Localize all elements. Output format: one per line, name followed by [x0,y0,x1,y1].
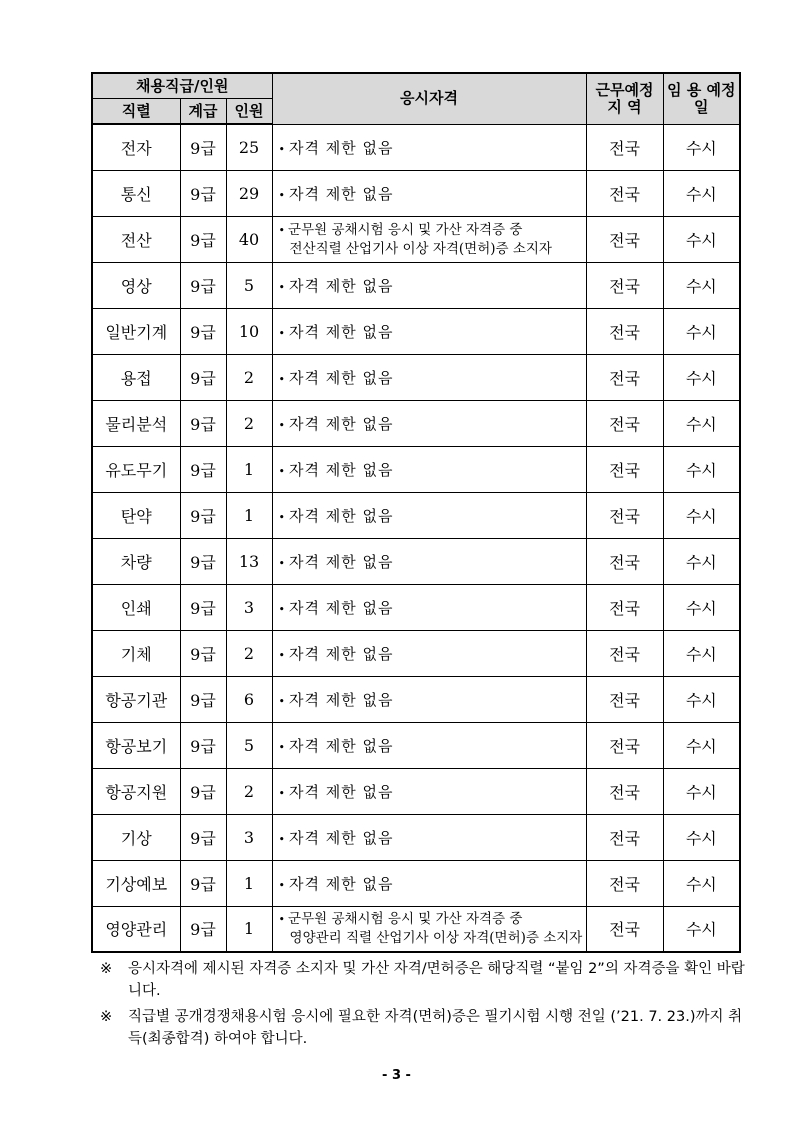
table-row [92,446,740,492]
table-row [92,906,740,952]
cell-job: 통신 [92,170,180,216]
bullet-icon: • [278,326,287,340]
header-grade: 계급 [180,99,226,125]
cell-count: 13 [226,538,272,584]
qualification-text: 자격 제한 없음 [289,828,394,847]
qualification-text: 자격 제한 없음 [289,552,394,571]
page-number: - 3 - [382,1068,411,1083]
cell-grade: 9급 [180,446,226,492]
bullet-icon: • [278,556,287,570]
cell-job: 탄약 [92,492,180,538]
cell-qualification [272,906,586,952]
cell-region: 전국 [586,584,663,630]
cell-qualification [272,768,586,814]
cell-date: 수시 [663,400,740,446]
cell-qualification [272,216,586,262]
bullet-icon: • [278,280,287,294]
cell-count: 10 [226,308,272,354]
qualification-text: 자격 제한 없음 [289,276,394,295]
table-row [92,860,740,906]
cell-date: 수시 [663,308,740,354]
qualification-text: 자격 제한 없음 [289,506,394,525]
note-1 [100,958,750,1002]
bullet-icon: • [278,913,286,927]
cell-region: 전국 [586,170,663,216]
cell-qualification [272,584,586,630]
table-row [92,538,740,584]
cell-date: 수시 [663,676,740,722]
qualification-text: 자격 제한 없음 [289,322,394,341]
cell-region: 전국 [586,722,663,768]
cell-qualification [272,262,586,308]
table-row [92,354,740,400]
cell-job: 항공보기 [92,722,180,768]
cell-grade: 9급 [180,906,226,952]
qualification-text: 자격 제한 없음 [289,138,394,157]
cell-qualification [272,814,586,860]
cell-job: 영상 [92,262,180,308]
cell-grade: 9급 [180,768,226,814]
table-row [92,124,740,170]
table-row [92,216,740,262]
cell-count: 2 [226,768,272,814]
table-row [92,676,740,722]
cell-job: 항공기관 [92,676,180,722]
cell-count: 2 [226,630,272,676]
cell-region: 전국 [586,814,663,860]
cell-grade: 9급 [180,308,226,354]
qualification-text-line2: 영양관리 직렬 산업기사 이상 자격(면허)증 소지자 [289,930,583,947]
cell-grade: 9급 [180,124,226,170]
cell-grade: 9급 [180,722,226,768]
bullet-icon: • [278,786,287,800]
cell-count: 2 [226,354,272,400]
table-row [92,722,740,768]
cell-job: 영양관리 [92,906,180,952]
qualification-text: 자격 제한 없음 [289,414,394,433]
cell-region: 전국 [586,860,663,906]
bullet-icon: • [278,142,287,156]
cell-count: 25 [226,124,272,170]
cell-qualification [272,676,586,722]
note-mark: ※ [100,1009,113,1025]
note-2 [100,1006,750,1050]
bullet-icon: • [278,510,287,524]
header-count: 인원 [226,99,272,125]
qualification-text: 자격 제한 없음 [289,736,394,755]
qualification-text: 자격 제한 없음 [289,644,394,663]
cell-date: 수시 [663,446,740,492]
qualification-text: 자격 제한 없음 [289,460,394,479]
bullet-icon: • [278,740,287,754]
bullet-icon: • [278,223,286,237]
cell-region: 전국 [586,308,663,354]
cell-grade: 9급 [180,262,226,308]
cell-grade: 9급 [180,584,226,630]
cell-job: 인쇄 [92,584,180,630]
cell-date: 수시 [663,538,740,584]
cell-date: 수시 [663,860,740,906]
cell-date: 수시 [663,768,740,814]
cell-region: 전국 [586,354,663,400]
cell-job: 용접 [92,354,180,400]
cell-count: 1 [226,446,272,492]
bullet-icon: • [278,464,287,478]
cell-qualification [272,308,586,354]
qualification-text-line2: 전산직렬 산업기사 이상 자격(면허)증 소지자 [289,240,552,257]
header-group: 채용직급/인원 [92,73,272,99]
qualification-text: 군무원 공채시험 응시 및 가산 자격증 중 [288,221,523,238]
qualification-text: 자격 제한 없음 [289,690,394,709]
cell-qualification [272,722,586,768]
cell-date: 수시 [663,216,740,262]
qualification-text: 자격 제한 없음 [289,184,394,203]
cell-date: 수시 [663,492,740,538]
table-row [92,400,740,446]
cell-count: 40 [226,216,272,262]
cell-region: 전국 [586,768,663,814]
cell-count: 2 [226,400,272,446]
cell-job: 기상예보 [92,860,180,906]
cell-grade: 9급 [180,630,226,676]
bullet-icon: • [278,648,287,662]
header-region: 근무예정 지 역 [586,73,663,124]
cell-date: 수시 [663,814,740,860]
qualification-text: 자격 제한 없음 [289,782,394,801]
cell-region: 전국 [586,538,663,584]
table-row [92,630,740,676]
cell-grade: 9급 [180,814,226,860]
cell-qualification [272,538,586,584]
bullet-icon: • [278,372,287,386]
bullet-icon: • [278,694,287,708]
note-1-text: 응시자격에 제시된 자격증 소지자 및 가산 자격/면허증은 해당직렬 “붙임 2”의 자격증을 확인 바랍니다. [128,961,745,999]
cell-region: 전국 [586,630,663,676]
bullet-icon: • [278,418,287,432]
cell-region: 전국 [586,400,663,446]
cell-date: 수시 [663,584,740,630]
table-row [92,170,740,216]
cell-count: 1 [226,906,272,952]
cell-qualification [272,170,586,216]
cell-count: 3 [226,584,272,630]
cell-grade: 9급 [180,354,226,400]
cell-date: 수시 [663,124,740,170]
table-row [92,492,740,538]
cell-count: 3 [226,814,272,860]
table-row [92,814,740,860]
cell-date: 수시 [663,906,740,952]
bullet-icon: • [278,832,287,846]
cell-job: 기상 [92,814,180,860]
recruitment-table [91,72,741,953]
table-row [92,584,740,630]
cell-job: 차량 [92,538,180,584]
table-body [92,124,740,952]
qualification-text: 자격 제한 없음 [289,874,394,893]
cell-grade: 9급 [180,492,226,538]
bullet-icon: • [278,188,287,202]
cell-job: 전자 [92,124,180,170]
bullet-icon: • [278,878,287,892]
cell-grade: 9급 [180,676,226,722]
cell-count: 6 [226,676,272,722]
cell-grade: 9급 [180,170,226,216]
cell-count: 5 [226,722,272,768]
cell-date: 수시 [663,170,740,216]
cell-count: 1 [226,492,272,538]
cell-region: 전국 [586,124,663,170]
cell-region: 전국 [586,906,663,952]
cell-region: 전국 [586,216,663,262]
cell-job: 일반기계 [92,308,180,354]
cell-qualification [272,400,586,446]
cell-qualification [272,860,586,906]
cell-job: 기체 [92,630,180,676]
qualification-text: 군무원 공채시험 응시 및 가산 자격증 중 [288,911,523,928]
note-2-text: 직급별 공개경쟁채용시험 응시에 필요한 자격(면허)증은 필기시험 시행 전일 (’21. 7. 23.)까지 취득(최종합격) 하여야 합니다. [128,1009,743,1047]
qualification-text: 자격 제한 없음 [289,368,394,387]
cell-qualification [272,630,586,676]
header-job: 직렬 [92,99,180,125]
cell-region: 전국 [586,446,663,492]
cell-qualification [272,492,586,538]
cell-region: 전국 [586,676,663,722]
cell-job: 항공지원 [92,768,180,814]
cell-date: 수시 [663,262,740,308]
cell-grade: 9급 [180,860,226,906]
cell-region: 전국 [586,492,663,538]
cell-qualification [272,354,586,400]
table-row [92,768,740,814]
cell-job: 유도무기 [92,446,180,492]
cell-date: 수시 [663,630,740,676]
cell-job: 전산 [92,216,180,262]
cell-job: 물리분석 [92,400,180,446]
bullet-icon: • [278,602,287,616]
cell-date: 수시 [663,354,740,400]
cell-count: 5 [226,262,272,308]
table-row [92,262,740,308]
header-qualification: 응시자격 [272,73,586,124]
cell-count: 1 [226,860,272,906]
cell-grade: 9급 [180,538,226,584]
cell-grade: 9급 [180,400,226,446]
table-row [92,308,740,354]
cell-count: 29 [226,170,272,216]
cell-qualification [272,124,586,170]
header-date: 임 용 예정일 [663,73,740,124]
cell-region: 전국 [586,262,663,308]
qualification-text: 자격 제한 없음 [289,598,394,617]
note-mark: ※ [100,961,113,977]
cell-grade: 9급 [180,216,226,262]
cell-date: 수시 [663,722,740,768]
cell-qualification [272,446,586,492]
